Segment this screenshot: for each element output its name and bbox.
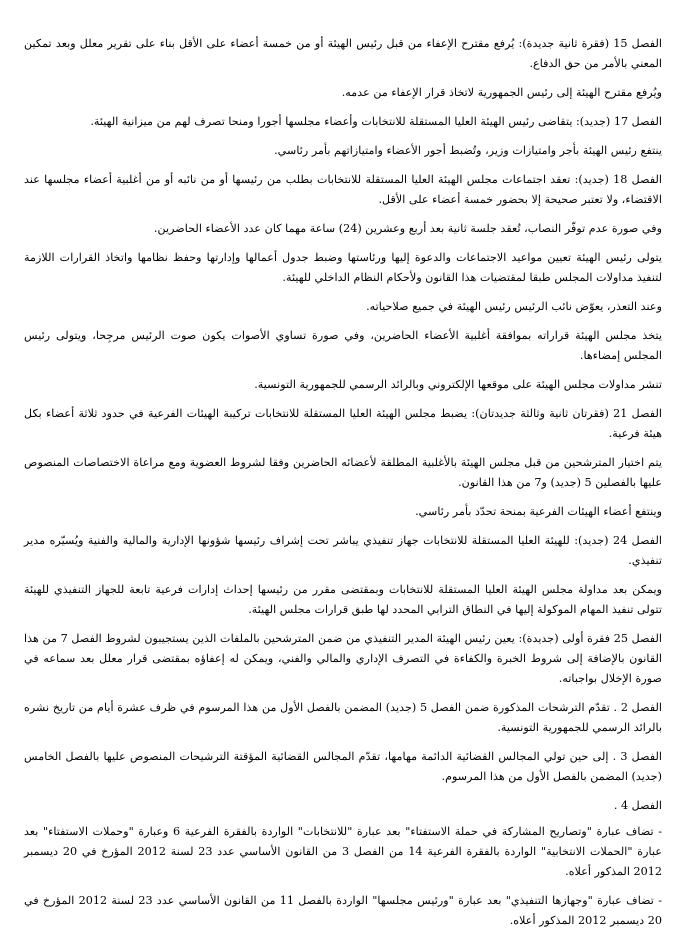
paragraph-article-18-deputy: وعند التعذر، يعوّض نائب الرئيس رئيس الهيئة في جميع صلاحياته. <box>366 300 662 313</box>
paragraph-article-18-publication: تنشر مداولات مجلس الهيئة على موقعها الإلكتروني وبالرائد الرسمي للجمهورية التونسية. <box>254 378 662 391</box>
paragraph-article-21-selection: يتم اختيار المترشحين من قبل مجلس الهيئة بالأغلبية المطلقة لأعضائه الحاضرين وفقا لشروط العضوية ومع مراعاة الاختصاصات المنصوص عليها بالفصلين 5 (جديد) و7 من هذا القانون. <box>24 456 662 489</box>
paragraph-article-18-quorum: وفي صورة عدم توفّر النصاب، تُعقد جلسة ثانية بعد أربع وعشرين (24) ساعة مهما كان عدد الأعضاء الحاضرين. <box>153 222 662 235</box>
paragraph-article-18-decisions: يتخذ مجلس الهيئة قراراته بموافقة أغلبية الأعضاء الحاضرين، وفي صورة تساوي الأصوات يكون صوت الرئيس مرجِحا، ويتولى رئيس المجلس إمضاءها. <box>24 329 662 362</box>
paragraph-article-25: الفصل 25 فقرة أولى (جديدة): يعين رئيس الهيئة المدير التنفيذي من ضمن المترشحين بالملفات الذين يستجيبون لشروط الفصل 7 من هذا القانون بالإضافة إلى شروط الخبرة والكفاءة في التصرف الإداري والمالي والفني، ويمكن له إعفاؤه بمقتضى قرار معلل بعد سماعه في صورة الإخلال بواجباته. <box>24 632 662 685</box>
paragraph-article-4-item-1: - تضاف عبارة "وتصاريح المشاركة في حملة الاستفتاء" بعد عبارة "للانتخابات" الواردة بالفقرة الفرعية 6 وعبارة "وحملات الاستفتاء" بعد عبارة "الحملات الانتخابية" الواردة بالفقرة الفرعية 14 من الفصل 3 من القانون الأساسي عدد 23 لسنة 2012 المؤرخ في 20 ديسمبر 2012 المذكور أعلاه. <box>24 825 662 878</box>
paragraph-article-21-grant: وينتفع أعضاء الهيئات الفرعية بمنحة تحدّد بأمر رئاسي. <box>415 505 662 518</box>
paragraph-article-2: الفصل 2 . تقدّم الترشحات المذكورة ضمن الفصل 5 (جديد) المضمن بالفصل الأول من هذا المرسوم في ظرف عشرة أيام من تاريخ نشره بالرائد الرسمي للجمهورية التونسية. <box>24 701 662 734</box>
paragraph-article-24-branches: ويمكن بعد مداولة مجلس الهيئة العليا المستقلة للانتخابات وبمقتضى مقرر من رئيسها إحداث إدارات فرعية تابعة للجهاز التنفيذي للهيئة تتولى تنفيذ المهام الموكولة إليها في النطاق الترابي المحدد لها طبق قرارات مجلس الهيئة. <box>24 583 662 616</box>
paragraph-article-15-cont: ويُرفع مقترح الهيئة إلى رئيس الجمهورية لاتخاذ قرار الإعفاء من عدمه. <box>341 86 662 99</box>
paragraph-article-15: الفصل 15 (فقرة ثانية جديدة): يُرفع مقترح الإعفاء من قبل رئيس الهيئة أو من خمسة أعضاء على الأقل بناء على تقرير معلل وبعد تمكين المعني بالأمر من حق الدفاع. <box>24 37 662 70</box>
paragraph-article-18-president: يتولى رئيس الهيئة تعيين مواعيد الاجتماعات والدعوة إليها ورئاستها وضبط جدول أعمالها وإدارتها وحفظ نظامها واتخاذ القرارات اللازمة لتنفيذ مداولات المجلس طبقا لمقتضيات هذا القانون ولأحكام النظام الداخلي للهيئة. <box>24 251 662 284</box>
paragraph-article-17-cont: ينتفع رئيس الهيئة بأجر وامتيازات وزير، وتُضبط أجور الأعضاء وامتيازاتهم بأمر رئاسي. <box>274 144 662 157</box>
paragraph-article-17: الفصل 17 (جديد): يتقاضى رئيس الهيئة العليا المستقلة للانتخابات وأعضاء مجلسها أجورا ومنحا تصرف لهم من ميزانية الهيئة. <box>90 115 662 128</box>
paragraph-article-21: الفصل 21 (فقرتان ثانية وثالثة جديدتان): يضبط مجلس الهيئة العليا المستقلة للانتخابات تركيبة الهيئات الفرعية في حدود ثلاثة أعضاء بكل هيئة فرعية. <box>24 407 662 440</box>
paragraph-article-24: الفصل 24 (جديد): للهيئة العليا المستقلة للانتخابات جهاز تنفيذي يباشر تحت إشراف رئيسها شؤونها الإدارية والمالية والفنية ويُسيّره مدير تنفيذي. <box>24 534 662 567</box>
paragraph-article-18: الفصل 18 (جديد): تعقد اجتماعات مجلس الهيئة العليا المستقلة للانتخابات بطلب من رئيسها أو من نائبه أو من أغلبية أعضاء مجلسها عند الاقتضاء، ولا تعتبر صحيحة إلا بحضور خمسة أعضاء على الأقل. <box>24 173 662 206</box>
paragraph-article-3: الفصل 3 . إلى حين تولي المجالس القضائية الدائمة مهامها، تقدّم المجالس القضائية المؤقتة الترشيحات المنصوص عليها بالفصل الخامس (جديد) المضمن بالفصل الأول من هذا المرسوم. <box>24 750 662 783</box>
paragraph-article-4-item-2: - تضاف عبارة "وجهازها التنفيذي" بعد عبارة "ورئيس مجلسها" الواردة بالفصل 11 من القانون الأساسي عدد 23 لسنة 2012 المؤرخ في 20 ديسمبر 2012 المذكور أعلاه. <box>24 894 662 927</box>
paragraph-article-4: الفصل 4 . <box>613 799 662 812</box>
